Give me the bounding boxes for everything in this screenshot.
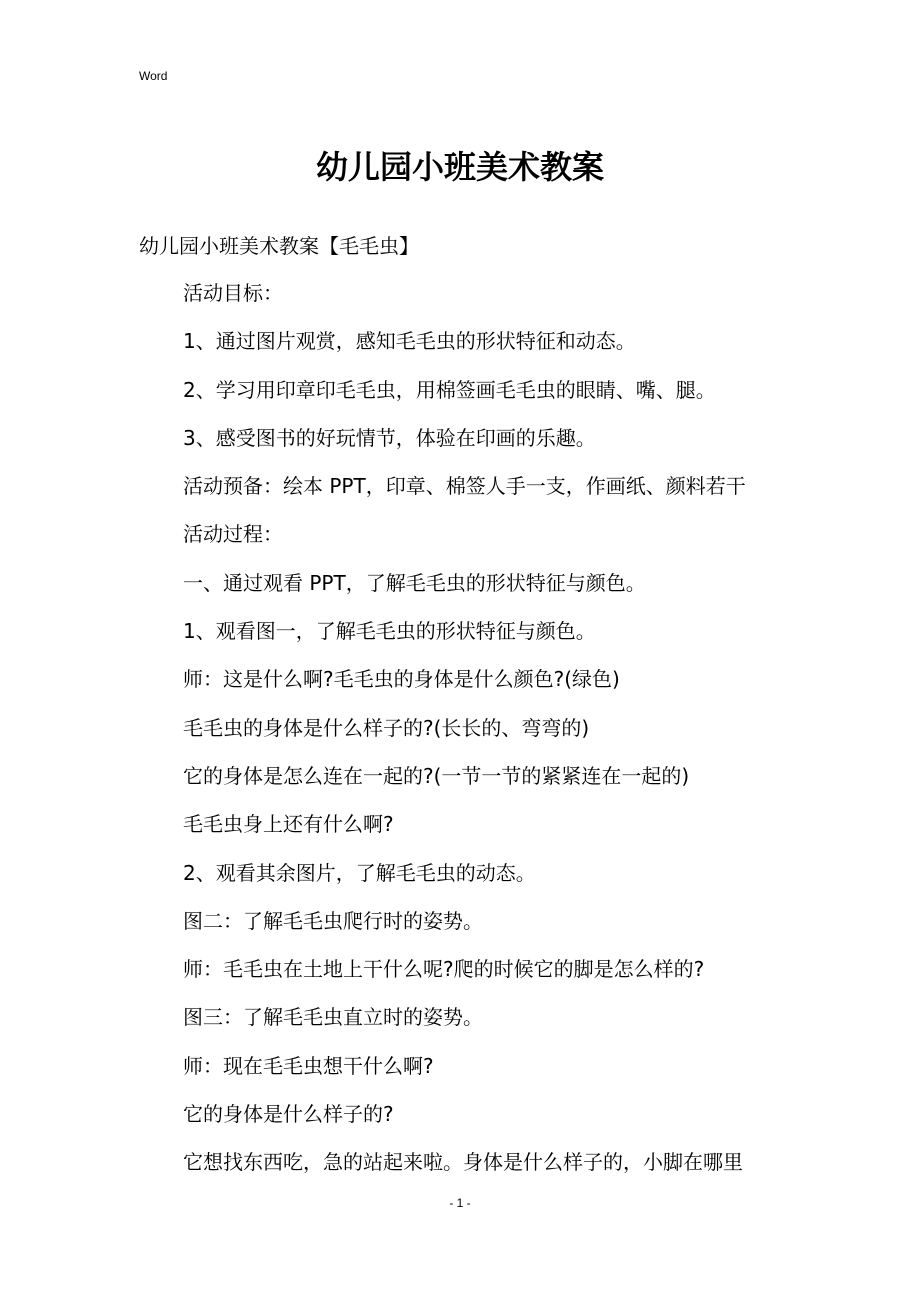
body-line: 2、观看其余图片，了解毛毛虫的动态。: [183, 860, 536, 885]
body-line: 活动预备：绘本 PPT，印章、棉签人手一支，作画纸、颜料若干: [183, 474, 746, 499]
body-line: 它的身体是什么样子的?: [183, 1102, 394, 1127]
body-line: 3、感受图书的好玩情节，体验在印画的乐趣。: [183, 425, 596, 450]
body-line: 1、观看图一，了解毛毛虫的形状特征与颜色。: [183, 619, 596, 644]
body-line: 它想找东西吃，急的站起来啦。身体是什么样子的，小脚在哪里: [183, 1150, 743, 1175]
body-line: 活动目标：: [183, 281, 283, 305]
body-line: 2、学习用印章印毛毛虫，用棉签画毛毛虫的眼睛、嘴、腿。: [183, 377, 716, 402]
body-line: 师：毛毛虫在土地上干什么呢?爬的时候它的脚是怎么样的?: [183, 957, 705, 982]
body-line: 1、通过图片观赏，感知毛毛虫的形状特征和动态。: [183, 329, 636, 354]
body-line: 它的身体是怎么连在一起的?(一节一节的紧紧连在一起的): [183, 763, 690, 788]
document-subtitle: 幼儿园小班美术教案【毛毛虫】: [139, 234, 419, 258]
page-number: - 1 -: [449, 1196, 471, 1210]
body-line: 图二：了解毛毛虫爬行时的姿势。: [183, 908, 483, 933]
document-body: [183, 277, 883, 1195]
body-line: 图三：了解毛毛虫直立时的姿势。: [183, 1005, 483, 1030]
body-line: 师：现在毛毛虫想干什么啊?: [183, 1053, 434, 1078]
body-line: 活动过程：: [183, 522, 283, 547]
body-line: 一、通过观看 PPT，了解毛毛虫的形状特征与颜色。: [183, 570, 646, 595]
document-title: 幼儿园小班美术教案: [315, 148, 604, 186]
body-line: 师：这是什么啊?毛毛虫的身体是什么颜色?(绿色): [183, 667, 620, 692]
body-line: 毛毛虫身上还有什么啊?: [183, 812, 394, 837]
body-line: 毛毛虫的身体是什么样子的?(长长的、弯弯的): [183, 715, 590, 740]
page-header-label: Word: [139, 69, 168, 83]
